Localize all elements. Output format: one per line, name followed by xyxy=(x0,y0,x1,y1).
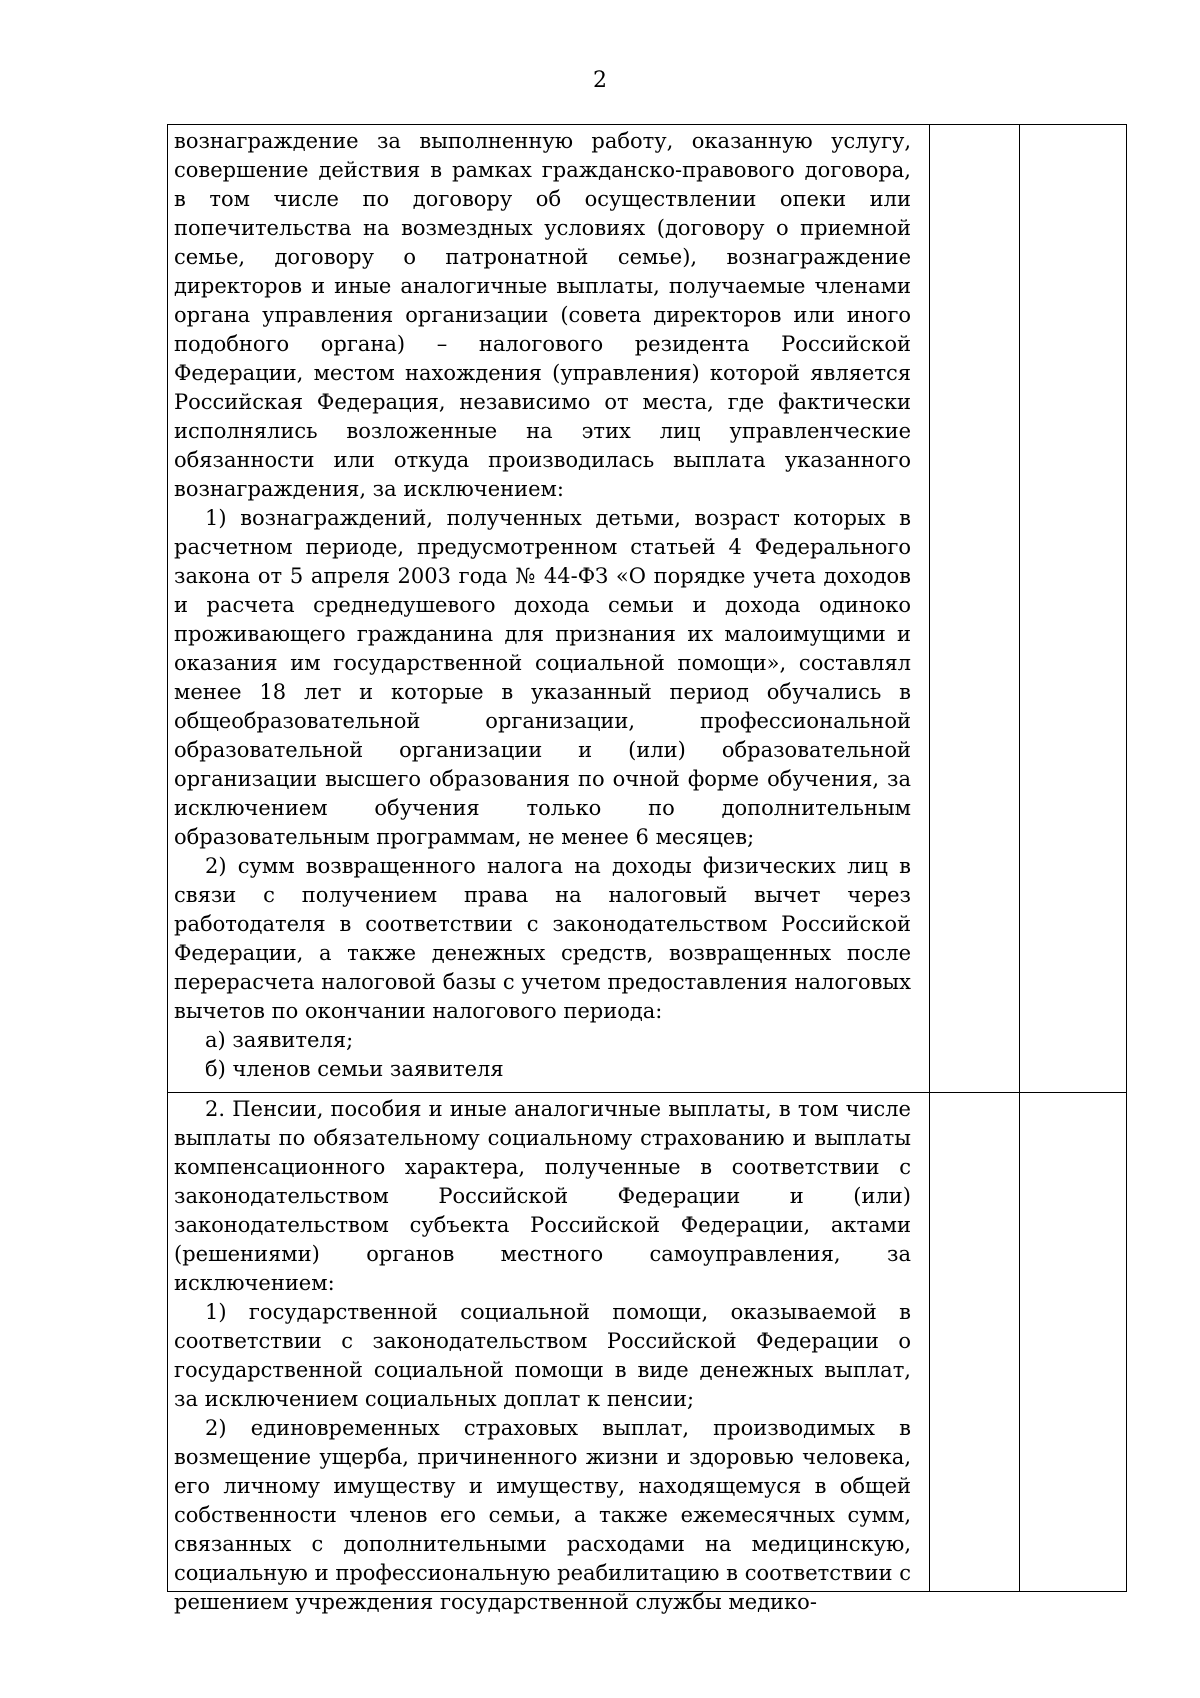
paragraph: 2) сумм возвращенного налога на доходы физических лиц в связи с получением права на налоговый вычет через работодателя в соответствии с законодательством Российской Федерации, а также денежных средств, возвращенных после перерасчета налоговой базы с учетом предоставления налоговых вычетов по окончании налогового периода: xyxy=(174,854,911,1023)
paragraph: 2. Пенсии, пособия и иные аналогичные выплаты, в том числе выплаты по обязательному социальному страхованию и выплаты компенсационного характера, полученные в соответствии с законодательством Российской Федерации и (или) законодательством субъекта Российской Федерации, актами (решениями) органов местного самоуправления, за исключением: xyxy=(174,1097,911,1295)
text-cell xyxy=(168,1093,930,1614)
empty-cell xyxy=(930,1093,1020,1592)
document-table xyxy=(167,124,1127,1614)
page-number: 2 xyxy=(593,68,607,93)
table-row xyxy=(168,1093,1127,1592)
empty-cell xyxy=(1020,1093,1127,1592)
empty-cell xyxy=(1020,125,1127,1093)
table-row xyxy=(168,125,1127,1093)
paragraph: 2) единовременных страховых выплат, производимых в возмещение ущерба, причиненного жизни и здоровью человека, его личному имуществу и имуществу, находящемуся в общей собственности членов его семьи, а также ежемесячных сумм, связанных с дополнительными расходами на медицинскую, социальную и профессиональную реабилитацию в соответствии с решением учреждения государственной службы медико- xyxy=(174,1416,911,1614)
paragraph: 1) государственной социальной помощи, оказываемой в соответствии с законодательством Российской Федерации о государственной социальной помощи в виде денежных выплат, за исключением социальных доплат к пенсии; xyxy=(174,1300,911,1411)
empty-cell xyxy=(930,125,1020,1093)
paragraph: 1) вознаграждений, полученных детьми, возраст которых в расчетном периоде, предусмотренном статьей 4 Федерального закона от 5 апреля 2003 года № 44-ФЗ «О порядке учета доходов и расчета среднедушевого дохода семьи и дохода одиноко проживающего гражданина для признания их малоимущими и оказания им государственной социальной помощи», составлял менее 18 лет и которые в указанный период обучались в общеобразовательной организации, профессиональной образовательной организации и (или) образовательной организации высшего образования по очной форме обучения, за исключением обучения только по дополнительным образовательным программам, не менее 6 месяцев; xyxy=(174,506,911,849)
text-cell xyxy=(168,125,930,1093)
paragraph: вознаграждение за выполненную работу, оказанную услугу, совершение действия в рамках гражданско-правового договора, в том числе по договору об осуществлении опеки или попечительства на возмездных условиях (договору о приемной семье, договору о патронатной семье), вознаграждение директоров и иные аналогичные выплаты, получаемые членами органа управления организации (совета директоров или иного подобного органа) – налогового резидента Российской Федерации, местом нахождения (управления) которой является Российская Федерация, независимо от места, где фактически исполнялись возложенные на этих лиц управленческие обязанности или откуда производилась выплата указанного вознаграждения, за исключением: xyxy=(174,129,911,501)
paragraph: б) членов семьи заявителя xyxy=(205,1057,504,1081)
paragraph: а) заявителя; xyxy=(205,1028,354,1052)
